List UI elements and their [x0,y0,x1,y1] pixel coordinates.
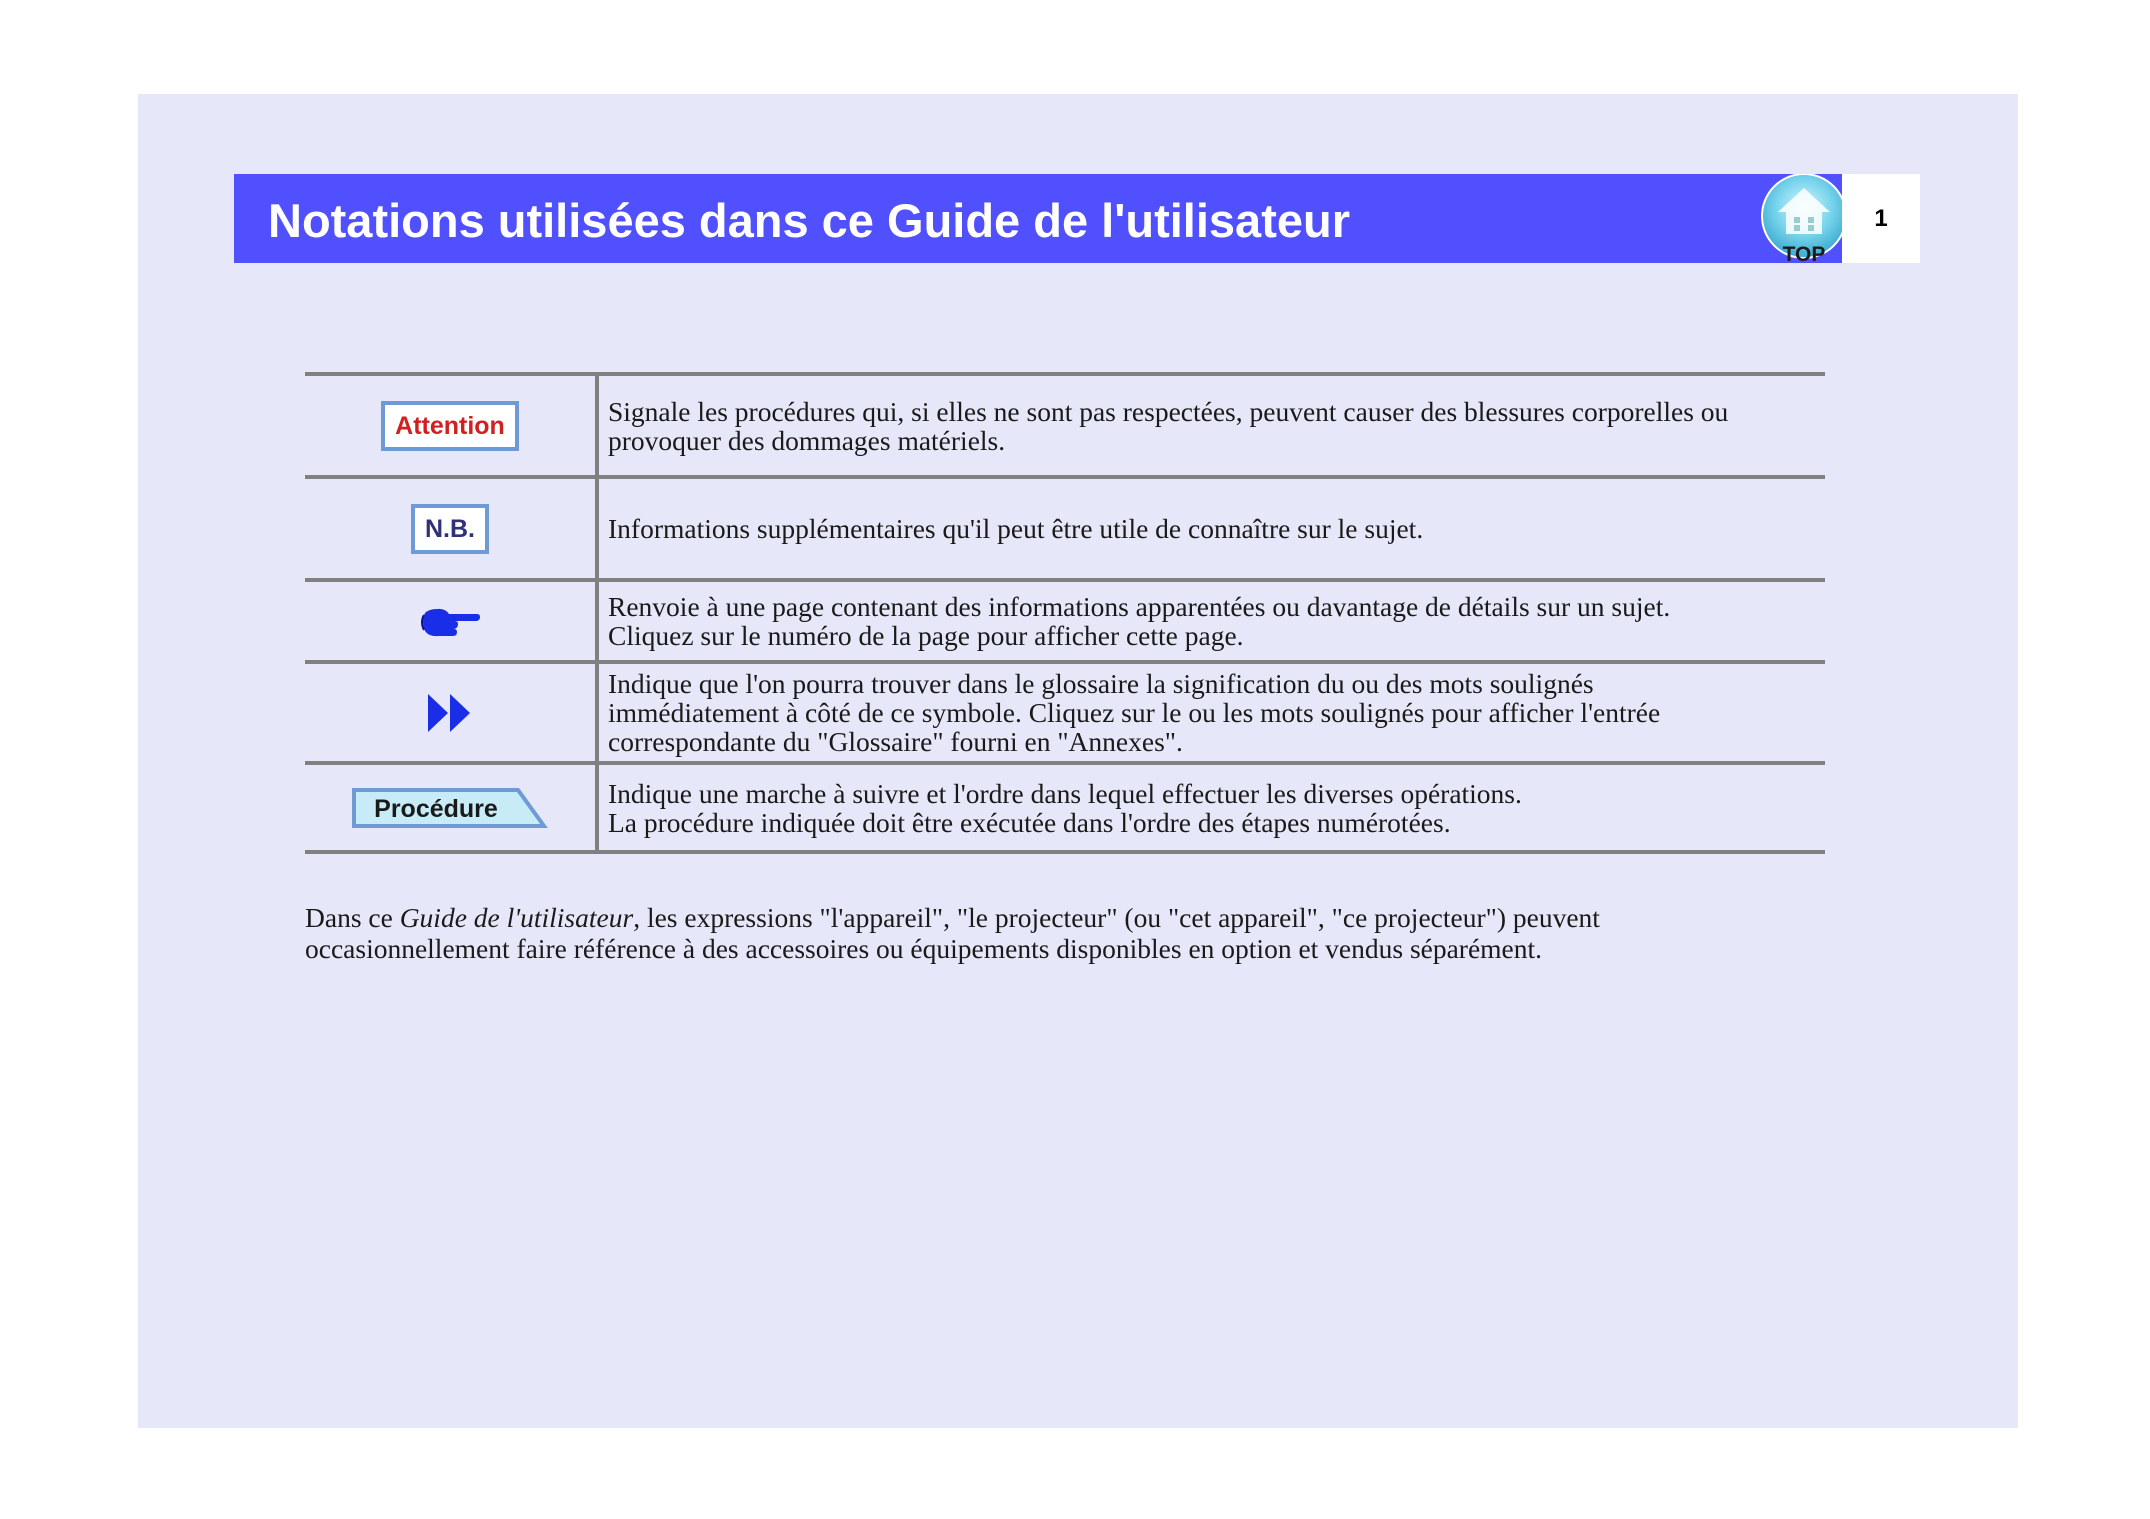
page-title: Notations utilisées dans ce Guide de l'utilisateur [268,194,1350,247]
description-line: correspondante du "Glossaire" fourni en "Annexes". [608,726,1183,757]
table-row [305,580,1825,662]
icon-cell [305,763,597,852]
description-line: Indique une marche à suivre et l'ordre dans lequel effectuer les diverses opérations. [608,777,1522,809]
table-row [305,662,1825,763]
pointing-hand-icon [419,603,481,639]
description-cell [597,580,1825,662]
description-line: Signale les procédures qui, si elles ne sont pas respectées, peuvent causer des blessures corporelles ou [608,395,1729,427]
description-cell [597,477,1825,580]
footer-paragraph [305,902,1865,964]
description-cell [597,374,1825,477]
top-button[interactable] [1758,174,1850,266]
description-line: Cliquez sur le numéro de la page pour afficher cette page. [608,620,1244,651]
home-icon [1758,174,1850,266]
page-number-box [1842,174,1920,263]
document-page [138,94,2018,1428]
icon-cell [305,477,597,580]
table-row [305,477,1825,580]
footer-prefix: Dans ce [305,902,400,933]
title-bar [234,174,1842,263]
description-line: La procédure indiquée doit être exécutée dans l'ordre des étapes numérotées. [608,806,1451,838]
icon-cell [305,662,597,763]
icon-cell [305,374,597,477]
procedure-label: Procédure [374,794,498,823]
description-line: Informations supplémentaires qu'il peut être utile de connaître sur le sujet. [608,513,1424,544]
procedure-tab [352,788,548,828]
description-cell [597,662,1825,763]
attention-badge: Attention [381,401,519,451]
description-line: provoquer des dommages matériels. [608,424,1006,456]
footer-suffix: , les expressions "l'appareil", "le projecteur" (ou "cet appareil", "ce projecteur") peuvent [633,902,1600,933]
description-line: immédiatement à côté de ce symbole. Cliquez sur le ou les mots soulignés pour afficher l'entrée [608,697,1661,728]
table-row [305,374,1825,477]
double-arrow-icon [426,692,474,734]
notations-table [305,372,1825,854]
description-line: Indique que l'on pourra trouver dans le glossaire la signification du ou des mots soulignés [608,668,1594,699]
guide-title-italic: Guide de l'utilisateur [399,902,634,933]
top-label: TOP [1782,243,1826,266]
table-row [305,763,1825,852]
footer-line [305,902,1865,933]
page-number: 1 [1874,205,1888,232]
description-line: Renvoie à une page contenant des informations apparentées ou davantage de détails sur un sujet. [608,591,1671,622]
description-cell [597,763,1825,852]
icon-cell [305,580,597,662]
nb-badge: N.B. [411,504,489,554]
footer-line: occasionnellement faire référence à des accessoires ou équipements disponibles en option et vendus séparément. [305,933,1543,964]
